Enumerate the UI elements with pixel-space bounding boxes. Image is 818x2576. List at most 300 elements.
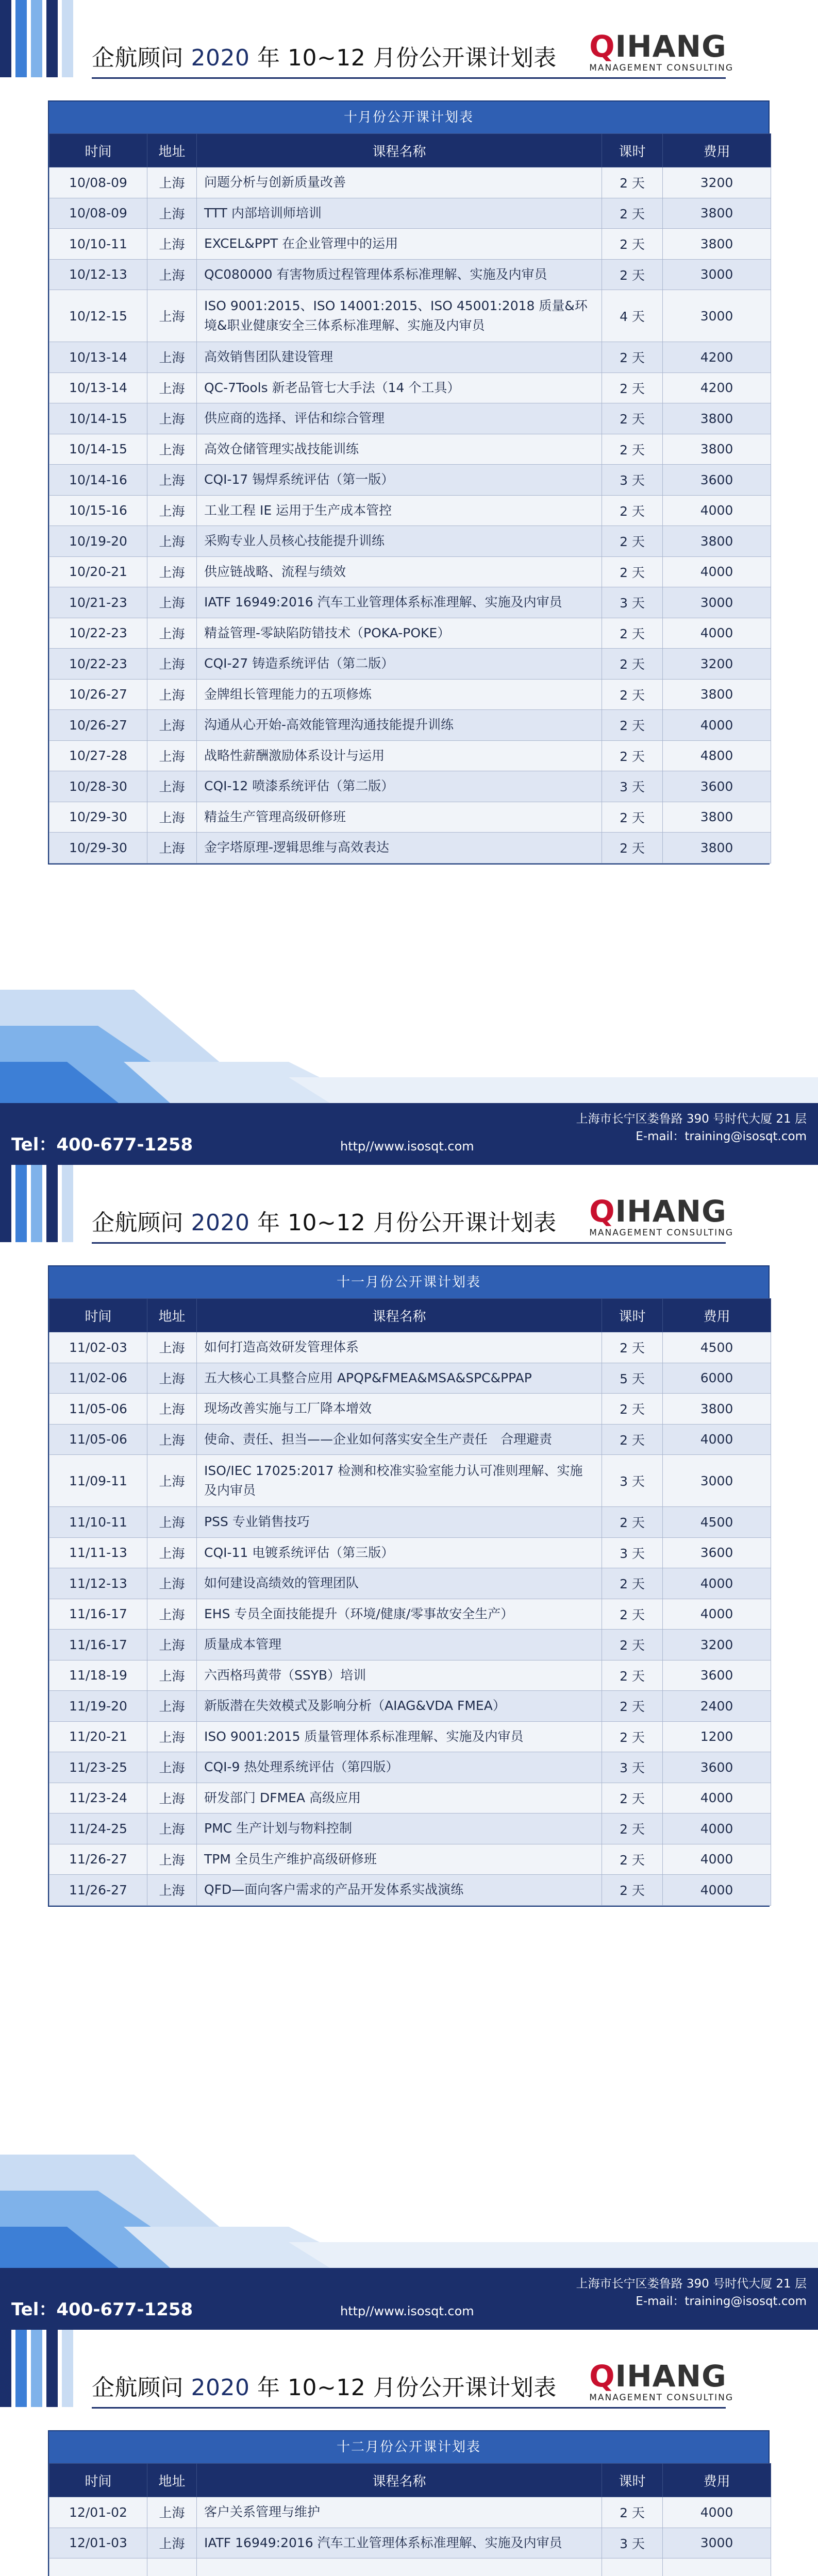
course-duration: 3 天 [602,2528,663,2558]
course-fee: 3800 [663,198,771,229]
course-name: EXCEL&PPT 在企业管理中的运用 [197,229,602,260]
course-name: 如何打造高效研发管理体系 [197,1332,602,1363]
company-logo: QIHANG MANAGEMENT CONSULTING [589,2359,733,2403]
course-date: 10/14-15 [49,434,147,465]
course-date: 11/26-27 [49,1844,147,1875]
course-location: 上海 [147,740,197,771]
course-fee: 3200 [663,167,771,198]
table-row [49,1568,771,1599]
course-date: 10/14-15 [49,403,147,434]
course-fee: 3800 [663,434,771,465]
course-name [197,2558,602,2576]
table-row [49,1537,771,1568]
course-duration: 2 天 [602,1814,663,1844]
course-fee: 3000 [663,2528,771,2558]
course-fee: 2400 [663,1691,771,1722]
course-location: 上海 [147,290,197,342]
course-duration: 4 天 [602,290,663,342]
course-location: 上海 [147,1691,197,1722]
course-fee: 3600 [663,1537,771,1568]
table-row [49,259,771,290]
company-logo: QIHANG MANAGEMENT CONSULTING [589,1194,733,1238]
course-location: 上海 [147,1660,197,1691]
course-fee: 4000 [663,1875,771,1906]
course-date: 11/05-06 [49,1424,147,1455]
course-fee: 4000 [663,1783,771,1814]
course-location: 上海 [147,1630,197,1660]
course-date: 11/09-11 [49,1455,147,1507]
course-name: ISO 9001:2015 质量管理体系标准理解、实施及内审员 [197,1721,602,1752]
course-fee: 4500 [663,1507,771,1538]
course-fee: 4000 [663,1844,771,1875]
course-name: PSS 专业销售技巧 [197,1507,602,1538]
website-link[interactable]: http//www.isosqt.com [340,1139,474,1154]
course-name: CQI-11 电镀系统评估（第三版） [197,1537,602,1568]
course-fee: 3600 [663,1752,771,1783]
course-name: QFD—面向客户需求的产品开发体系实战演练 [197,1875,602,1906]
course-date: 10/22-23 [49,618,147,649]
course-name: IATF 16949:2016 汽车工业管理体系标准理解、实施及内审员 [197,2528,602,2558]
course-fee: 4500 [663,1332,771,1363]
course-duration: 2 天 [602,556,663,587]
page-title: 企航顾问 2020 年 10~12 月份公开课计划表 [92,45,557,71]
course-fee [663,2558,771,2576]
table-row [49,167,771,198]
course-date: 10/22-23 [49,649,147,680]
course-name: 精益生产管理高级研修班 [197,802,602,833]
course-location: 上海 [147,526,197,557]
course-date: 11/16-17 [49,1599,147,1630]
column-header: 时间 [49,134,147,167]
course-name: TPM 全员生产维护高级研修班 [197,1844,602,1875]
course-name: 五大核心工具整合应用 APQP&FMEA&MSA&SPC&PPAP [197,1363,602,1394]
course-fee: 1200 [663,1721,771,1752]
website-link[interactable]: http//www.isosqt.com [340,2304,474,2318]
course-duration: 2 天 [602,1691,663,1722]
course-duration: 2 天 [602,2497,663,2528]
table-row [49,618,771,649]
course-fee: 4000 [663,710,771,741]
company-logo: QIHANG MANAGEMENT CONSULTING [589,29,733,73]
address-block [576,1110,807,1145]
course-name: QC080000 有害物质过程管理体系标准理解、实施及内审员 [197,259,602,290]
course-date: 11/24-25 [49,1814,147,1844]
course-date: 10/15-16 [49,495,147,526]
schedule-table [48,2430,770,2576]
course-date: 10/21-23 [49,587,147,618]
column-header: 费用 [663,134,771,167]
course-date: 10/12-15 [49,290,147,342]
course-date: 10/13-14 [49,342,147,373]
course-name: 研发部门 DFMEA 高级应用 [197,1783,602,1814]
course-duration: 3 天 [602,587,663,618]
table-row [49,434,771,465]
address: 上海市长宁区娄鲁路 390 号时代大厦 21 层 [576,2277,807,2291]
course-date: 10/08-09 [49,167,147,198]
course-fee: 4000 [663,1814,771,1844]
course-date: 12/01-02 [49,2497,147,2528]
course-location: 上海 [147,2528,197,2558]
course-name: 问题分析与创新质量改善 [197,167,602,198]
table-row [49,1424,771,1455]
course-location: 上海 [147,198,197,229]
course-date: 11/18-19 [49,1660,147,1691]
phone-number: Tel：400-677-1258 [11,1134,193,1155]
course-date: 10/19-20 [49,526,147,557]
table-row [49,556,771,587]
column-header: 课时 [602,1299,663,1332]
course-fee: 3000 [663,1455,771,1507]
course-duration: 2 天 [602,1844,663,1875]
course-name: IATF 16949:2016 汽车工业管理体系标准理解、实施及内审员 [197,587,602,618]
course-name: 如何建设高绩效的管理团队 [197,1568,602,1599]
table-row [49,526,771,557]
course-name: CQI-9 热处理系统评估（第四版） [197,1752,602,1783]
course-date: 10/29-30 [49,802,147,833]
course-name: 金字塔原理-逻辑思维与高效表达 [197,833,602,863]
course-duration: 2 天 [602,495,663,526]
course-duration: 2 天 [602,679,663,710]
course-fee: 3800 [663,679,771,710]
schedule-page-2 [0,1165,818,2330]
table-caption: 十二月份公开课计划表 [49,2431,769,2463]
table-row [49,465,771,496]
course-date [49,2558,147,2576]
course-name: 现场改善实施与工厂降本增效 [197,1394,602,1425]
course-location: 上海 [147,495,197,526]
course-duration: 2 天 [602,740,663,771]
header-decor-bars [0,1165,77,1242]
course-fee: 3600 [663,1660,771,1691]
course-duration: 3 天 [602,1752,663,1783]
course-duration: 2 天 [602,1875,663,1906]
column-header: 课时 [602,2464,663,2497]
course-name: CQI-12 喷漆系统评估（第二版） [197,771,602,802]
course-fee: 3600 [663,771,771,802]
table-row [49,1630,771,1660]
course-duration: 2 天 [602,1568,663,1599]
course-fee: 4200 [663,342,771,373]
footer-band [0,2277,818,2330]
footer-decor [0,2124,818,2268]
table-row [49,587,771,618]
course-location: 上海 [147,1394,197,1425]
course-duration: 2 天 [602,1424,663,1455]
course-location: 上海 [147,802,197,833]
column-header: 时间 [49,2464,147,2497]
course-duration: 2 天 [602,1660,663,1691]
course-fee: 3200 [663,649,771,680]
course-location: 上海 [147,1537,197,1568]
course-location: 上海 [147,1507,197,1538]
table-caption: 十一月份公开课计划表 [49,1266,769,1298]
course-location: 上海 [147,1783,197,1814]
course-name: 新版潜在失效模式及影响分析（AIAG&VDA FMEA） [197,1691,602,1722]
phone-number: Tel：400-677-1258 [11,2299,193,2320]
page-title: 企航顾问 2020 年 10~12 月份公开课计划表 [92,2375,557,2401]
table-row [49,290,771,342]
table-row [49,403,771,434]
course-duration: 2 天 [602,198,663,229]
course-name: 供应链战略、流程与绩效 [197,556,602,587]
table-row [49,740,771,771]
course-date: 10/26-27 [49,679,147,710]
course-location: 上海 [147,1332,197,1363]
header-rule [92,2407,726,2409]
course-duration: 3 天 [602,1455,663,1507]
table-row [49,1721,771,1752]
course-fee: 3600 [663,465,771,496]
course-date: 10/29-30 [49,833,147,863]
course-name: CQI-17 锡焊系统评估（第一版） [197,465,602,496]
header-rule [92,1242,726,1244]
course-location: 上海 [147,1424,197,1455]
course-name: 高效销售团队建设管理 [197,342,602,373]
course-location: 上海 [147,618,197,649]
column-header: 课程名称 [197,134,602,167]
footer-decor [0,959,818,1103]
course-fee: 3800 [663,802,771,833]
course-duration [602,2558,663,2576]
course-location: 上海 [147,1363,197,1394]
course-name: TTT 内部培训师培训 [197,198,602,229]
course-duration: 3 天 [602,1537,663,1568]
course-location: 上海 [147,1599,197,1630]
table-row [49,198,771,229]
course-duration: 2 天 [602,1721,663,1752]
course-name: 沟通从心开始-高效能管理沟通技能提升训练 [197,710,602,741]
course-fee: 3000 [663,290,771,342]
course-name: 供应商的选择、评估和综合管理 [197,403,602,434]
course-duration: 2 天 [602,710,663,741]
column-header: 时间 [49,1299,147,1332]
table-row [49,802,771,833]
course-fee: 4000 [663,556,771,587]
course-location: 上海 [147,167,197,198]
course-name: ISO 9001:2015、ISO 14001:2015、ISO 45001:2018 质量&环境&职业健康安全三体系标准理解、实施及内审员 [197,290,602,342]
course-date: 10/28-30 [49,771,147,802]
course-duration: 2 天 [602,1394,663,1425]
course-name: CQI-27 铸造系统评估（第二版） [197,649,602,680]
course-name: ISO/IEC 17025:2017 检测和校准实验室能力认可准则理解、实施及内审员 [197,1455,602,1507]
course-location: 上海 [147,587,197,618]
email: E-mail：training@isosqt.com [636,2295,807,2308]
schedule-table [48,100,770,865]
course-duration: 2 天 [602,526,663,557]
course-location: 上海 [147,229,197,260]
table-row [49,679,771,710]
table-row [49,372,771,403]
table-row [49,1875,771,1906]
course-location: 上海 [147,556,197,587]
column-header: 课程名称 [197,1299,602,1332]
course-location: 上海 [147,679,197,710]
course-location: 上海 [147,1875,197,1906]
page-title: 企航顾问 2020 年 10~12 月份公开课计划表 [92,1210,557,1236]
table-row [49,771,771,802]
course-duration: 2 天 [602,372,663,403]
column-header: 课程名称 [197,2464,602,2497]
course-fee: 4000 [663,495,771,526]
footer-band [0,1112,818,1165]
table-row [49,2497,771,2528]
table-row [49,649,771,680]
course-name: 战略性薪酬激励体系设计与运用 [197,740,602,771]
course-location: 上海 [147,710,197,741]
course-duration: 2 天 [602,1630,663,1660]
course-fee: 3800 [663,526,771,557]
table-row [49,342,771,373]
table-row [49,1599,771,1630]
table-row [49,1507,771,1538]
table-row [49,833,771,863]
course-date: 10/27-28 [49,740,147,771]
course-location: 上海 [147,259,197,290]
course-date: 11/12-13 [49,1568,147,1599]
course-location: 上海 [147,771,197,802]
table-row [49,1691,771,1722]
table-row [49,2528,771,2558]
course-duration: 2 天 [602,649,663,680]
column-header: 地址 [147,134,197,167]
course-date: 11/20-21 [49,1721,147,1752]
course-location: 上海 [147,465,197,496]
email: E-mail：training@isosqt.com [636,1130,807,1143]
course-duration: 2 天 [602,259,663,290]
course-name: 使命、责任、担当——企业如何落实安全生产责任 合理避责 [197,1424,602,1455]
table-row [49,1844,771,1875]
table-row [49,495,771,526]
course-date: 10/14-16 [49,465,147,496]
course-fee: 6000 [663,1363,771,1394]
table-row [49,1660,771,1691]
course-date: 11/02-03 [49,1332,147,1363]
course-fee: 3800 [663,1394,771,1425]
course-duration: 2 天 [602,229,663,260]
course-duration: 2 天 [602,342,663,373]
course-date: 11/05-06 [49,1394,147,1425]
column-header: 地址 [147,1299,197,1332]
course-date: 11/19-20 [49,1691,147,1722]
table-row [49,1363,771,1394]
course-duration: 3 天 [602,465,663,496]
course-location: 上海 [147,403,197,434]
course-fee: 4000 [663,1568,771,1599]
course-location: 上海 [147,342,197,373]
table-row [49,1814,771,1844]
course-date: 11/23-24 [49,1783,147,1814]
course-location: 上海 [147,1455,197,1507]
course-location: 上海 [147,1568,197,1599]
course-fee: 4000 [663,1599,771,1630]
course-date: 11/26-27 [49,1875,147,1906]
course-location: 上海 [147,1752,197,1783]
column-header: 课时 [602,134,663,167]
course-name: 金牌组长管理能力的五项修炼 [197,679,602,710]
course-date: 10/13-14 [49,372,147,403]
course-date: 12/01-03 [49,2528,147,2558]
course-name: QC-7Tools 新老品管七大手法（14 个工具） [197,372,602,403]
course-date: 11/10-11 [49,1507,147,1538]
column-header: 费用 [663,1299,771,1332]
course-name: 采购专业人员核心技能提升训练 [197,526,602,557]
table-row [49,2558,771,2576]
course-location: 上海 [147,1721,197,1752]
address-block [576,2275,807,2310]
table-row [49,1783,771,1814]
course-fee: 4000 [663,618,771,649]
course-fee: 4800 [663,740,771,771]
course-location: 上海 [147,649,197,680]
course-name: 质量成本管理 [197,1630,602,1660]
course-date: 11/02-06 [49,1363,147,1394]
course-duration: 2 天 [602,833,663,863]
course-name: 工业工程 IE 运用于生产成本管控 [197,495,602,526]
course-location: 上海 [147,833,197,863]
column-header: 费用 [663,2464,771,2497]
course-location: 上海 [147,372,197,403]
course-name: 客户关系管理与维护 [197,2497,602,2528]
course-fee: 3800 [663,229,771,260]
course-fee: 3800 [663,403,771,434]
course-duration: 2 天 [602,802,663,833]
course-fee: 4200 [663,372,771,403]
header-decor-bars [0,2330,77,2407]
course-duration: 2 天 [602,1783,663,1814]
course-name: 六西格玛黄带（SSYB）培训 [197,1660,602,1691]
course-duration: 3 天 [602,771,663,802]
course-duration: 2 天 [602,1507,663,1538]
course-date: 10/08-09 [49,198,147,229]
table-row [49,1394,771,1425]
table-row [49,710,771,741]
course-fee: 3000 [663,259,771,290]
course-date: 10/10-11 [49,229,147,260]
course-duration: 2 天 [602,1332,663,1363]
table-row [49,1752,771,1783]
address: 上海市长宁区娄鲁路 390 号时代大厦 21 层 [576,1112,807,1126]
course-date: 10/26-27 [49,710,147,741]
course-location: 上海 [147,1844,197,1875]
course-location [147,2558,197,2576]
course-date: 11/11-13 [49,1537,147,1568]
course-duration: 2 天 [602,1599,663,1630]
header-rule [92,77,726,79]
course-duration: 2 天 [602,434,663,465]
course-fee: 4000 [663,2497,771,2528]
course-name: PMC 生产计划与物料控制 [197,1814,602,1844]
header-decor-bars [0,0,77,77]
schedule-page-3 [0,2330,818,2576]
course-duration: 2 天 [602,618,663,649]
course-date: 11/16-17 [49,1630,147,1660]
course-fee: 3200 [663,1630,771,1660]
table-caption: 十月份公开课计划表 [49,101,769,133]
table-row [49,229,771,260]
course-fee: 3800 [663,833,771,863]
course-date: 11/23-25 [49,1752,147,1783]
course-duration: 2 天 [602,403,663,434]
course-fee: 4000 [663,1424,771,1455]
course-location: 上海 [147,1814,197,1844]
table-row [49,1332,771,1363]
column-header: 地址 [147,2464,197,2497]
course-duration: 5 天 [602,1363,663,1394]
course-location: 上海 [147,434,197,465]
schedule-table [48,1265,770,1907]
course-name: 高效仓储管理实战技能训练 [197,434,602,465]
course-date: 10/20-21 [49,556,147,587]
